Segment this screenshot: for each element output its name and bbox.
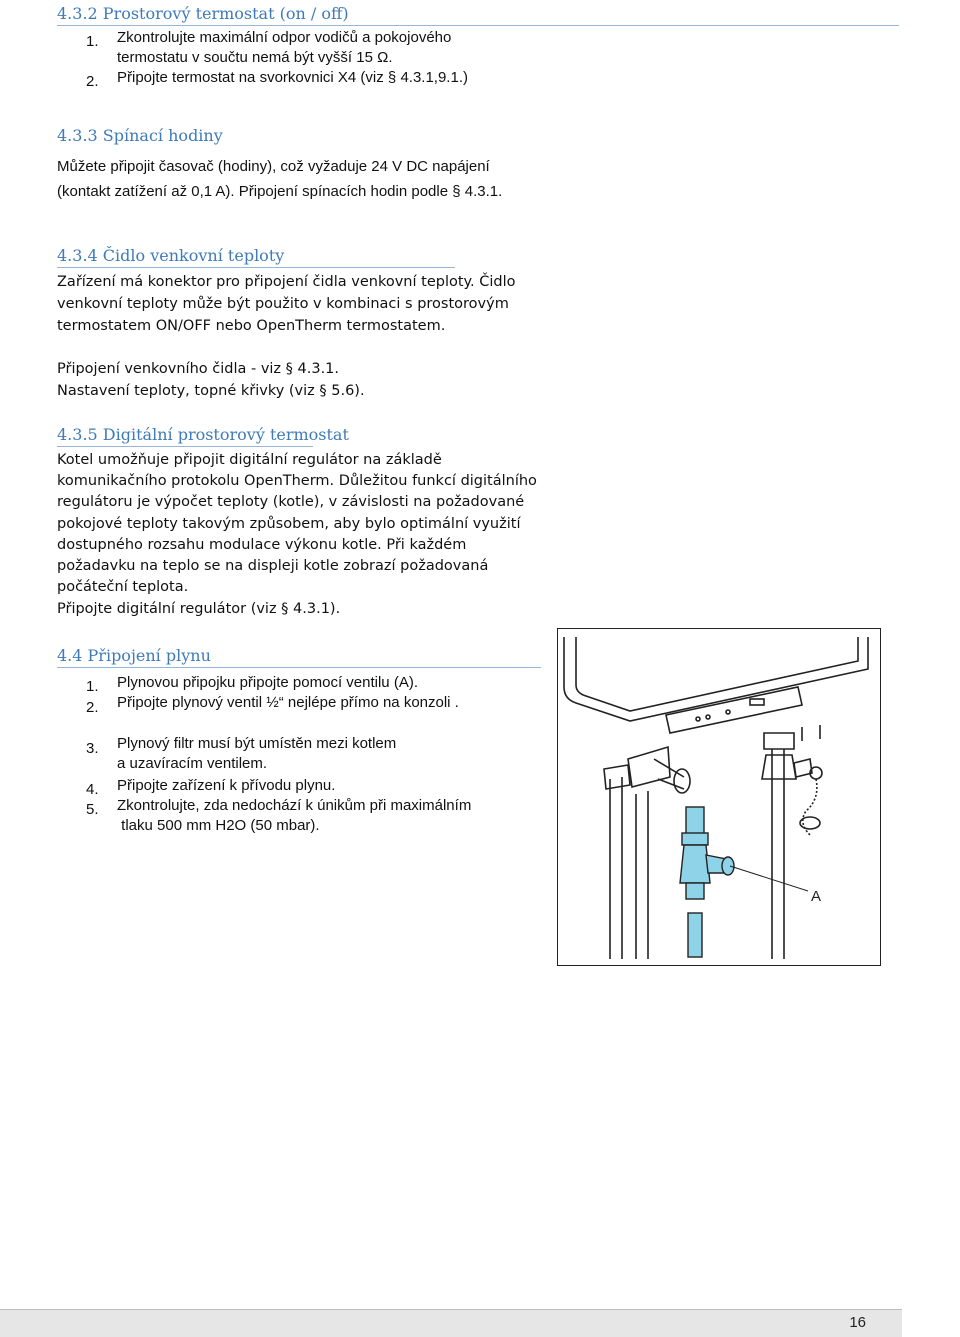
valve-chain	[803, 779, 817, 835]
body-line: termostatem ON/OFF nebo OpenTherm termostatem.	[57, 318, 446, 334]
body-line: (kontakt zatížení až 0,1 A). Připojení spínacích hodin podle § 4.3.1.	[57, 183, 503, 200]
gas-valve-a	[680, 807, 734, 957]
list-line: Plynový filtr musí být umístěn mezi kotlem	[117, 735, 397, 752]
list-line: a uzavíracím ventilem.	[117, 755, 268, 772]
body-line: počáteční teplota.	[57, 579, 189, 596]
list-item-text: Připojte zařízení k přívodu plynu.	[117, 777, 336, 794]
list-number: 5.	[86, 801, 99, 818]
body-line: Nastavení teploty, topné křivky (viz § 5.6).	[57, 383, 365, 399]
pipe-right	[772, 749, 784, 959]
body-line: komunikačního protokolu OpenTherm. Důležitou funkcí digitálního	[57, 473, 537, 490]
list-number: 1.	[86, 678, 99, 695]
section-4-3-4-notes	[57, 358, 365, 402]
label-a-leader	[730, 866, 808, 891]
body-line: regulátoru je výpočet teploty (kotle), v závislosti na požadované	[57, 494, 525, 511]
section-4-3-5-heading: 4.3.5 Digitální prostorový termostat	[57, 425, 313, 447]
boiler-connection-illustration	[558, 629, 880, 965]
gas-valve-figure	[557, 628, 881, 966]
pipe-left	[610, 777, 622, 959]
boiler-casing	[564, 637, 868, 721]
section-4-3-3-heading: 4.3.3 Spínací hodiny	[57, 126, 223, 145]
section-4-4-heading: 4.4 Připojení plynu	[57, 646, 541, 668]
body-line: dostupného rozsahu modulace výkonu kotle. Při každém	[57, 536, 467, 553]
list-number: 2.	[86, 699, 99, 716]
page-number: 16	[849, 1314, 866, 1331]
body-line: Zařízení má konektor pro připojení čidla venkovní teploty. Čidlo	[57, 274, 516, 290]
list-number: 3.	[86, 740, 99, 757]
body-line: Můžete připojit časovač (hodiny), což vyžaduje 24 V DC napájení	[57, 158, 490, 175]
body-line: Připojení venkovního čidla - viz § 4.3.1.	[57, 361, 340, 377]
list-item-text: Připojte termostat na svorkovnici X4 (viz § 4.3.1,9.1.)	[117, 69, 468, 86]
section-4-3-5-last: Připojte digitální regulátor (viz § 4.3.1).	[57, 601, 341, 617]
list-line: termostatu v součtu nemá být vyšší 15 Ω.	[117, 49, 393, 66]
list-number: 1.	[86, 33, 99, 50]
list-line: Zkontrolujte, zda nedochází k únikům při maximálním	[117, 797, 472, 814]
list-item-text	[117, 734, 396, 774]
list-line: Zkontrolujte maximální odpor vodičů a pokojového	[117, 29, 452, 46]
control-panel	[666, 687, 802, 733]
section-4-3-2-heading: 4.3.2 Prostorový termostat (on / off)	[57, 4, 899, 26]
body-line: požadavku na teplo se na displeji kotle zobrazí požadovaná	[57, 558, 489, 575]
list-item-text	[117, 796, 471, 836]
list-item-text: Plynovou připojku připojte pomocí ventilu (A).	[117, 674, 418, 691]
section-4-3-3-body	[57, 154, 502, 204]
section-4-3-5-body	[57, 450, 537, 598]
boiler-casing-inner	[576, 637, 858, 711]
label-a: A	[811, 888, 822, 905]
fitting-left	[604, 765, 630, 789]
body-line: pokojové teploty takovým způsobem, aby bylo optimální využití	[57, 515, 521, 532]
body-line: venkovní teploty může být použito v kombinaci s prostorovým	[57, 296, 509, 312]
page-footer	[0, 1309, 902, 1337]
section-4-3-4-body	[57, 271, 516, 337]
valve-right	[762, 755, 796, 779]
section-4-3-4-heading: 4.3.4 Čidlo venkovní teploty	[57, 246, 455, 268]
list-line: tlaku 500 mm H2O (50 mbar).	[117, 817, 320, 834]
body-line: Kotel umožňuje připojit digitální regulátor na základě	[57, 452, 442, 468]
list-number: 4.	[86, 781, 99, 798]
list-item-text	[117, 28, 451, 68]
list-item-text: Připojte plynový ventil ½“ nejlépe přímo na konzoli .	[117, 694, 459, 711]
list-number: 2.	[86, 73, 99, 90]
pipe-middle	[636, 791, 648, 959]
